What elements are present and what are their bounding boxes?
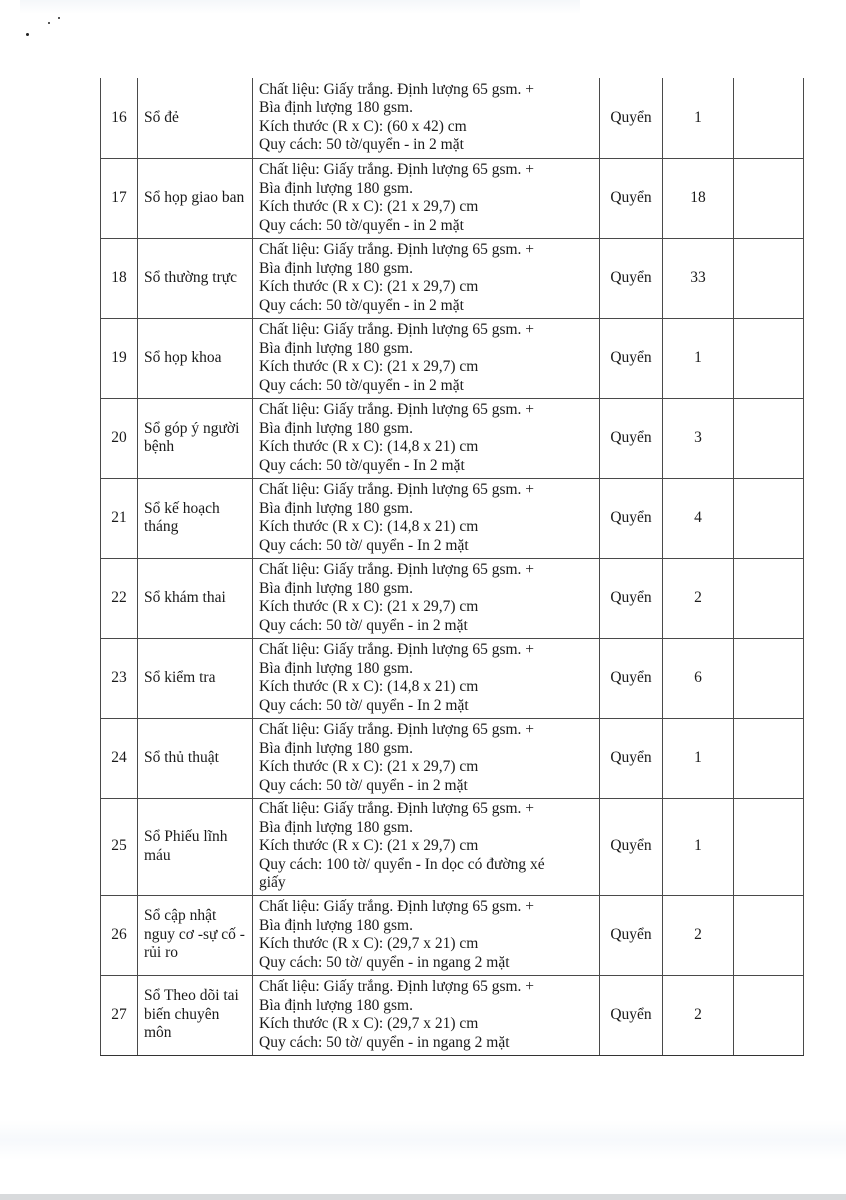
note-cell — [734, 238, 804, 318]
unit-cell: Quyển — [600, 158, 663, 238]
table-row — [101, 78, 804, 158]
item-spec-cell — [253, 78, 600, 158]
item-spec-cell — [253, 158, 600, 238]
scan-artifact-bottom — [0, 1120, 846, 1160]
spec-line: Chất liệu: Giấy trắng. Định lượng 65 gsm. + — [259, 898, 535, 915]
spec-line: Kích thước (R x C): (29,7 x 21) cm — [259, 1015, 479, 1032]
spec-line: Bìa định lượng 180 gsm. — [259, 579, 413, 597]
quantity-cell: 2 — [663, 558, 734, 638]
spec-line: Kích thước (R x C): (14,8 x 21) cm — [259, 518, 479, 535]
item-spec-cell — [253, 638, 600, 718]
unit-cell: Quyển — [600, 798, 663, 895]
item-name-cell: Sổ Phiếu lĩnh máu — [138, 798, 253, 895]
spec-line: Kích thước (R x C): (14,8 x 21) cm — [259, 678, 479, 695]
spec-line: Chất liệu: Giấy trắng. Định lượng 65 gsm. + — [259, 321, 535, 338]
row-number-cell: 25 — [101, 798, 138, 895]
item-name-cell: Sổ Theo dõi tai biến chuyên môn — [138, 975, 253, 1055]
item-spec-cell — [253, 798, 600, 895]
item-spec-cell — [253, 558, 600, 638]
item-spec-cell — [253, 895, 600, 975]
unit-cell: Quyển — [600, 718, 663, 798]
row-number-cell: 22 — [101, 558, 138, 638]
spec-line: Kích thước (R x C): (21 x 29,7) cm — [259, 598, 479, 615]
spec-line: Quy cách: 50 tờ/quyển - in 2 mặt — [259, 216, 464, 234]
spec-line: Bìa định lượng 180 gsm. — [259, 339, 413, 357]
table-row — [101, 638, 804, 718]
spec-line: Bìa định lượng 180 gsm. — [259, 99, 413, 117]
unit-cell: Quyển — [600, 318, 663, 398]
quantity-cell: 18 — [663, 158, 734, 238]
spec-line: Chất liệu: Giấy trắng. Định lượng 65 gsm. + — [259, 721, 535, 738]
note-cell — [734, 478, 804, 558]
item-name-cell: Sổ cập nhật nguy cơ -sự cố - rủi ro — [138, 895, 253, 975]
spec-line: Quy cách: 50 tờ/ quyển - in 2 mặt — [259, 616, 468, 634]
note-cell — [734, 798, 804, 895]
note-cell — [734, 718, 804, 798]
scan-speck — [48, 22, 50, 24]
spec-line: Chất liệu: Giấy trắng. Định lượng 65 gsm. + — [259, 800, 535, 818]
spec-line: Quy cách: 50 tờ/ quyển - in ngang 2 mặt — [259, 1033, 510, 1051]
unit-cell: Quyển — [600, 975, 663, 1055]
spec-line: Quy cách: 50 tờ/quyển - in 2 mặt — [259, 376, 464, 394]
spec-line: Kích thước (R x C): (14,8 x 21) cm — [259, 438, 479, 455]
spec-line: Kích thước (R x C): (21 x 29,7) cm — [259, 358, 479, 375]
spec-line: Chất liệu: Giấy trắng. Định lượng 65 gsm. + — [259, 978, 535, 995]
quantity-cell: 1 — [663, 718, 734, 798]
table-row — [101, 798, 804, 895]
spec-line: Chất liệu: Giấy trắng. Định lượng 65 gsm. + — [259, 401, 535, 418]
spec-line: Chất liệu: Giấy trắng. Định lượng 65 gsm. + — [259, 241, 535, 258]
item-spec-cell — [253, 975, 600, 1055]
item-spec-cell — [253, 238, 600, 318]
spec-line: Bìa định lượng 180 gsm. — [259, 419, 413, 437]
spec-line: Quy cách: 50 tờ/ quyển - In 2 mặt — [259, 696, 469, 714]
row-number-cell: 21 — [101, 478, 138, 558]
spec-line: Kích thước (R x C): (29,7 x 21) cm — [259, 935, 479, 952]
spec-line: Bìa định lượng 180 gsm. — [259, 659, 413, 677]
quantity-cell: 1 — [663, 798, 734, 895]
table-row — [101, 478, 804, 558]
supply-spec-table — [100, 78, 804, 1056]
spec-line: Chất liệu: Giấy trắng. Định lượng 65 gsm. + — [259, 641, 535, 658]
spec-line: Quy cách: 50 tờ/ quyển - in ngang 2 mặt — [259, 953, 510, 971]
quantity-cell: 33 — [663, 238, 734, 318]
row-number-cell: 18 — [101, 238, 138, 318]
scan-artifact-top — [20, 0, 580, 14]
unit-cell: Quyển — [600, 78, 663, 158]
scan-speck — [58, 17, 60, 19]
scan-speck — [26, 33, 29, 36]
spec-line: Kích thước (R x C): (60 x 42) cm — [259, 117, 467, 135]
table-row — [101, 318, 804, 398]
item-name-cell: Sổ góp ý người bệnh — [138, 398, 253, 478]
item-spec-cell — [253, 718, 600, 798]
quantity-cell: 1 — [663, 78, 734, 158]
spec-line: giấy — [259, 874, 286, 892]
item-name-cell: Sổ họp giao ban — [138, 158, 253, 238]
row-number-cell: 24 — [101, 718, 138, 798]
row-number-cell: 19 — [101, 318, 138, 398]
unit-cell: Quyển — [600, 478, 663, 558]
item-name-cell: Sổ kế hoạch tháng — [138, 478, 253, 558]
note-cell — [734, 895, 804, 975]
quantity-cell: 3 — [663, 398, 734, 478]
item-spec-cell — [253, 478, 600, 558]
table-row — [101, 895, 804, 975]
unit-cell: Quyển — [600, 238, 663, 318]
scan-edge — [0, 1194, 846, 1200]
quantity-cell: 2 — [663, 895, 734, 975]
row-number-cell: 20 — [101, 398, 138, 478]
row-number-cell: 16 — [101, 78, 138, 158]
spec-line: Bìa định lượng 180 gsm. — [259, 179, 413, 197]
item-spec-cell — [253, 398, 600, 478]
spec-line: Kích thước (R x C): (21 x 29,7) cm — [259, 278, 479, 295]
spec-line: Quy cách: 50 tờ/ quyển - in 2 mặt — [259, 776, 468, 794]
item-spec-cell — [253, 318, 600, 398]
item-name-cell: Sổ thủ thuật — [138, 718, 253, 798]
spec-line: Kích thước (R x C): (21 x 29,7) cm — [259, 198, 479, 215]
table-row — [101, 558, 804, 638]
spec-line: Bìa định lượng 180 gsm. — [259, 818, 413, 836]
spec-line: Quy cách: 100 tờ/ quyển - In dọc có đường xé — [259, 855, 545, 873]
spec-line: Quy cách: 50 tờ/quyển - In 2 mặt — [259, 456, 465, 474]
row-number-cell: 23 — [101, 638, 138, 718]
item-name-cell: Sổ họp khoa — [138, 318, 253, 398]
note-cell — [734, 78, 804, 158]
table-row — [101, 975, 804, 1055]
table-row — [101, 718, 804, 798]
table-row — [101, 158, 804, 238]
spec-line: Chất liệu: Giấy trắng. Định lượng 65 gsm. + — [259, 561, 535, 578]
spec-line: Chất liệu: Giấy trắng. Định lượng 65 gsm. + — [259, 161, 535, 178]
item-name-cell: Sổ khám thai — [138, 558, 253, 638]
quantity-cell: 6 — [663, 638, 734, 718]
spec-line: Chất liệu: Giấy trắng. Định lượng 65 gsm. + — [259, 481, 535, 498]
note-cell — [734, 398, 804, 478]
row-number-cell: 26 — [101, 895, 138, 975]
spec-line: Bìa định lượng 180 gsm. — [259, 996, 413, 1014]
spec-line: Quy cách: 50 tờ/ quyển - In 2 mặt — [259, 536, 469, 554]
spec-line: Quy cách: 50 tờ/quyển - in 2 mặt — [259, 136, 464, 154]
spec-line: Kích thước (R x C): (21 x 29,7) cm — [259, 758, 479, 775]
spec-line: Bìa định lượng 180 gsm. — [259, 916, 413, 934]
unit-cell: Quyển — [600, 638, 663, 718]
item-name-cell: Sổ kiểm tra — [138, 638, 253, 718]
note-cell — [734, 975, 804, 1055]
spec-line: Quy cách: 50 tờ/quyển - in 2 mặt — [259, 296, 464, 314]
note-cell — [734, 318, 804, 398]
spec-line: Chất liệu: Giấy trắng. Định lượng 65 gsm. + — [259, 80, 535, 98]
note-cell — [734, 158, 804, 238]
unit-cell: Quyển — [600, 398, 663, 478]
quantity-cell: 4 — [663, 478, 734, 558]
quantity-cell: 2 — [663, 975, 734, 1055]
row-number-cell: 27 — [101, 975, 138, 1055]
note-cell — [734, 558, 804, 638]
unit-cell: Quyển — [600, 558, 663, 638]
row-number-cell: 17 — [101, 158, 138, 238]
table-body — [101, 78, 804, 1055]
item-name-cell: Sổ đẻ — [138, 78, 253, 158]
spec-line: Kích thước (R x C): (21 x 29,7) cm — [259, 837, 479, 855]
spec-line: Bìa định lượng 180 gsm. — [259, 739, 413, 757]
table-row — [101, 398, 804, 478]
spec-line: Bìa định lượng 180 gsm. — [259, 259, 413, 277]
note-cell — [734, 638, 804, 718]
spec-line: Bìa định lượng 180 gsm. — [259, 499, 413, 517]
item-name-cell: Sổ thường trực — [138, 238, 253, 318]
quantity-cell: 1 — [663, 318, 734, 398]
table-row — [101, 238, 804, 318]
unit-cell: Quyển — [600, 895, 663, 975]
